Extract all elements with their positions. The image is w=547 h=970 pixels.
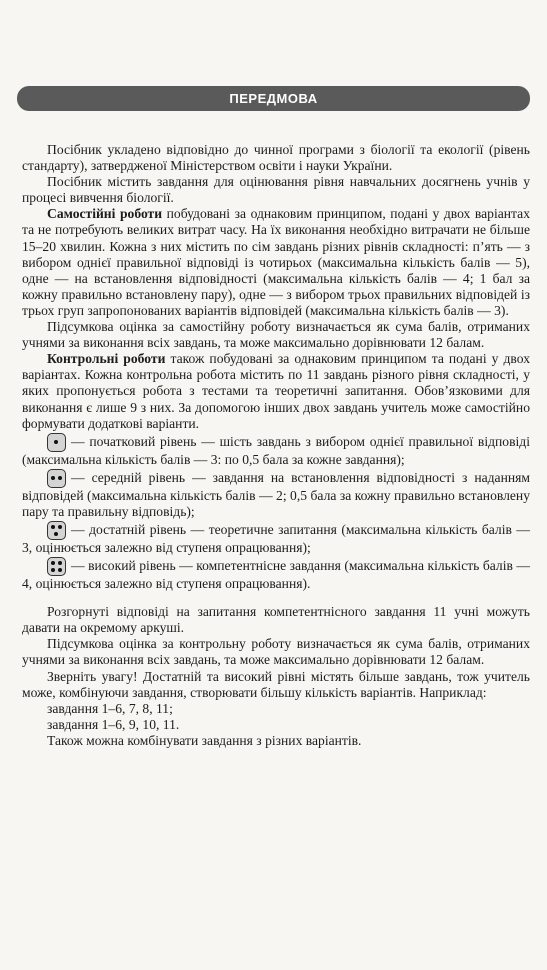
level-sufficient-text: — достатній рівень — теоретичне запитання (максимальна кількість балів — 3, оцінюється залежно від ступеня опрацювання);: [22, 522, 530, 555]
level-high: [22, 558, 530, 592]
paragraph-control-works: [22, 351, 530, 431]
level-initial: [22, 434, 530, 468]
paragraph-combine: Також можна комбінувати завдання з різних варіантів.: [47, 732, 362, 748]
example-variant-2: завдання 1–6, 9, 10, 11.: [47, 716, 180, 732]
level-high-text: — високий рівень — компетентнісне завдання (максимальна кількість балів — 4, оцінюється залежно від ступеня опрацювання).: [22, 558, 530, 592]
paragraph-purpose: Посібник містить завдання для оцінювання рівня навчальних досягнень учнів у процесі вивчення біології.: [22, 174, 530, 206]
die-one-dot-icon: [47, 433, 66, 452]
level-intermediate: [22, 470, 530, 520]
paragraph-independent-works: [22, 206, 530, 319]
paragraph-independent-grade: Підсумкова оцінка за самостійну роботу визначається як сума балів, отриманих учнями за виконання всіх завдань, та може максимально дорівнювати 12 балам.: [22, 319, 530, 351]
preface-text: [22, 142, 530, 749]
paragraph-intro: Посібник укладено відповідно до чинної програми з біології та екології (рівень стандарту), затвердженої Міністерством освіти і науки України.: [22, 142, 530, 174]
die-four-dots-icon: [47, 557, 66, 576]
example-variant-1: завдання 1–6, 7, 8, 11;: [47, 700, 173, 716]
term-control-works: Контрольні роботи: [47, 351, 166, 367]
level-intermediate-text: — середній рівень — завдання на встановлення відповідності з наданням відповідей (максимальна кількість балів — 2; 0,5 бала за кожну правильно встановлену пару та правильну відповідь);: [22, 469, 530, 519]
control-works-description: також побудовані за однаковим принципом та подані у двох варіантах. Кожна контрольна робота містить по 11 завдань різного рівня складності, у яких пропонується робота з тестами та теоретичні запитання. Обов’язковими для виконання є лише 9 з них. За допомогою інших двох завдань учитель може самостійно формувати додаткові варіанти.: [22, 351, 530, 431]
paragraph-attention: Зверніть увагу! Достатній та високий рівні містять більше завдань, тож учитель може, комбінуючи завдання, створювати більшу кількість варіантів. Наприклад:: [22, 668, 530, 700]
paragraph-detailed-answers: Розгорнуті відповіді на запитання компетентнісного завдання 11 учні можуть давати на окремому аркуші.: [22, 604, 530, 636]
die-two-dots-icon: [47, 469, 66, 488]
section-title: ПЕРЕДМОВА: [229, 91, 318, 106]
independent-works-description: побудовані за однаковим принципом, подані у двох варіантах та не потребують великих витрат часу. На їх виконання необхідно витрачати не більше 15–20 хвилин. Кожна з них містить по сім завдань різних рівнів складності: п’ять — з вибором однієї правильної відповіді із чотирьох (максимальна кількість балів — 5), одне — на встановлення відповідності (максимальна кількість балів — 4; 1 бал за кожну правильно встановлену пару), одне — з вибором трьох правильних відповідей із трьох груп запропонованих варіантів відповідей (максимальна кількість балів — 3).: [22, 206, 530, 318]
term-independent-works: Самостійні роботи: [47, 206, 163, 222]
level-sufficient: [22, 522, 530, 556]
level-initial-text: — початковий рівень — шість завдань з вибором однієї правильної відповіді (максимальна кількість балів — 3: по 0,5 бала за кожне завдання);: [22, 433, 530, 467]
section-title-bar: [17, 86, 530, 111]
paragraph-control-grade: Підсумкова оцінка за контрольну роботу визначається як сума балів, отриманих учнями за виконання всіх завдань, та може максимально дорівнювати 12 балам.: [22, 636, 530, 668]
die-three-dots-icon: [47, 521, 66, 540]
